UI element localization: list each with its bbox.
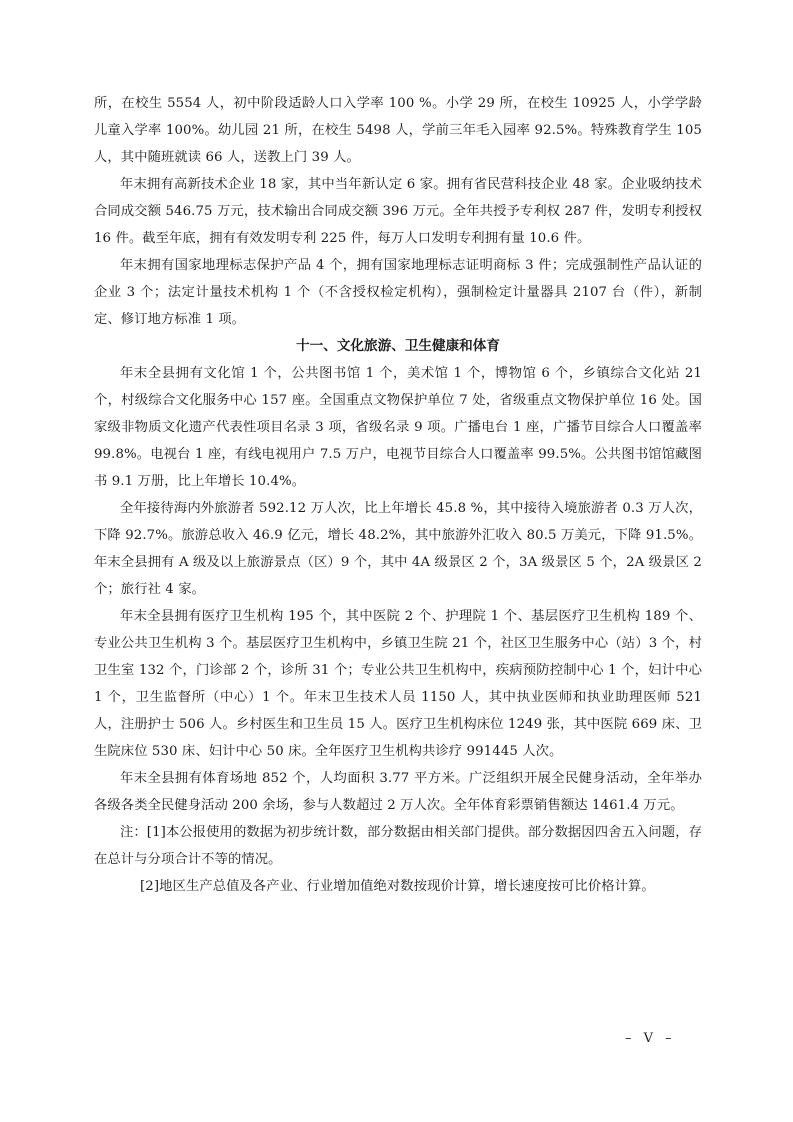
paragraph-sports: 年末全县拥有体育场地 852 个，人均面积 3.77 平方米。广泛组织开展全民健身活动，全年举办各级各类全民健身活动 200 余场，参与人数超过 2 万人次。全年体育彩票销售额达 1461.4 万元。 [94, 771, 702, 813]
paragraph-health: 年末全县拥有医疗卫生机构 195 个，其中医院 2 个、护理院 1 个、基层医疗卫生机构 189 个、专业公共卫生机构 3 个。基层医疗卫生机构中，乡镇卫生院 21 个，社区卫生服务中心（站）3 个，村卫生室 132 个，门诊部 2 个，诊所 31 个；专业公共卫生机构中，疾病预防控制中心 1 个，妇计中心 1 个，卫生监督所（中心）1 个。年末卫生技术人员 1150 人，其中执业医师和执业助理医师 521 人，注册护士 506 人。乡村医生和卫生员 15 人。医疗卫生机构床位 1249 张，其中医院 669 床、卫生院床位 530 床、妇计中心 50 床。全年医疗卫生机构共诊疗 991445 人次。 [94, 609, 702, 759]
paragraph-technology: 年末拥有高新技术企业 18 家，其中当年新认定 6 家。拥有省民营科技企业 48 家。企业吸纳技术合同成交额 546.75 万元，技术输出合同成交额 396 万元。全年共授予专利权 287 件，发明专利授权 16 件。截至年底，拥有有效发明专利 225 件，每万人口发明专利拥有量 10.6 件。 [94, 177, 702, 246]
note-1: 注：[1]本公报使用的数据为初步统计数，部分数据由相关部门提供。部分数据因四舍五入问题，存在总计与分项合计不等的情况。 [94, 825, 702, 867]
paragraph-tourism: 全年接待海内外旅游者 592.12 万人次，比上年增长 45.8 %，其中接待入境旅游者 0.3 万人次，下降 92.7%。旅游总收入 46.9 亿元，增长 48.2%，其中旅游外汇收入 80.5 万美元，下降 91.5%。年末全县拥有 A 级及以上旅游景点（区）9 个，其中 4A 级景区 2 个，3A 级景区 5 个，2A 级景区 2 个；旅行社 4 家。 [94, 501, 702, 597]
note-2: [2]地区生产总值及各产业、行业增加值绝对数按现价计算，增长速度按可比价格计算。 [140, 879, 655, 894]
page-number: – V – [625, 1031, 676, 1046]
paragraph-culture: 年末全县拥有文化馆 1 个，公共图书馆 1 个，美术馆 1 个，博物馆 6 个，乡镇综合文化站 21 个，村级综合文化服务中心 157 座。全国重点文物保护单位 7 处，省级重点文物保护单位 16 处。国家级非物质文化遗产代表性项目名录 3 项，省级名录 9 项。广播电台 1 座，广播节目综合人口覆盖率 99.8%。电视台 1 座，有线电视用户 7.5 万户，电视节目综合人口覆盖率 99.5%。公共图书馆馆藏图书 9.1 万册，比上年增长 10.4%。 [94, 366, 702, 489]
notes [94, 819, 702, 900]
section-heading: 十一、文化旅游、卫生健康和体育 [296, 338, 500, 354]
document-page [94, 90, 702, 900]
paragraph-quality-standards: 年末拥有国家地理标志保护产品 4 个，拥有国家地理标志证明商标 3 件；完成强制性产品认证的企业 3 个；法定计量技术机构 1 个（不含授权检定机构），强制检定计量器具 2107 台（件），新制定、修订地方标准 1 项。 [94, 258, 702, 327]
paragraph-education: 所，在校生 5554 人，初中阶段适龄人口入学率 100 %。小学 29 所，在校生 10925 人，小学学龄儿童入学率 100%。幼儿园 21 所，在校生 5498 人，学前三年毛入园率 92.5%。特殊教育学生 105 人，其中随班就读 66 人，送教上门 39 人。 [94, 96, 702, 165]
